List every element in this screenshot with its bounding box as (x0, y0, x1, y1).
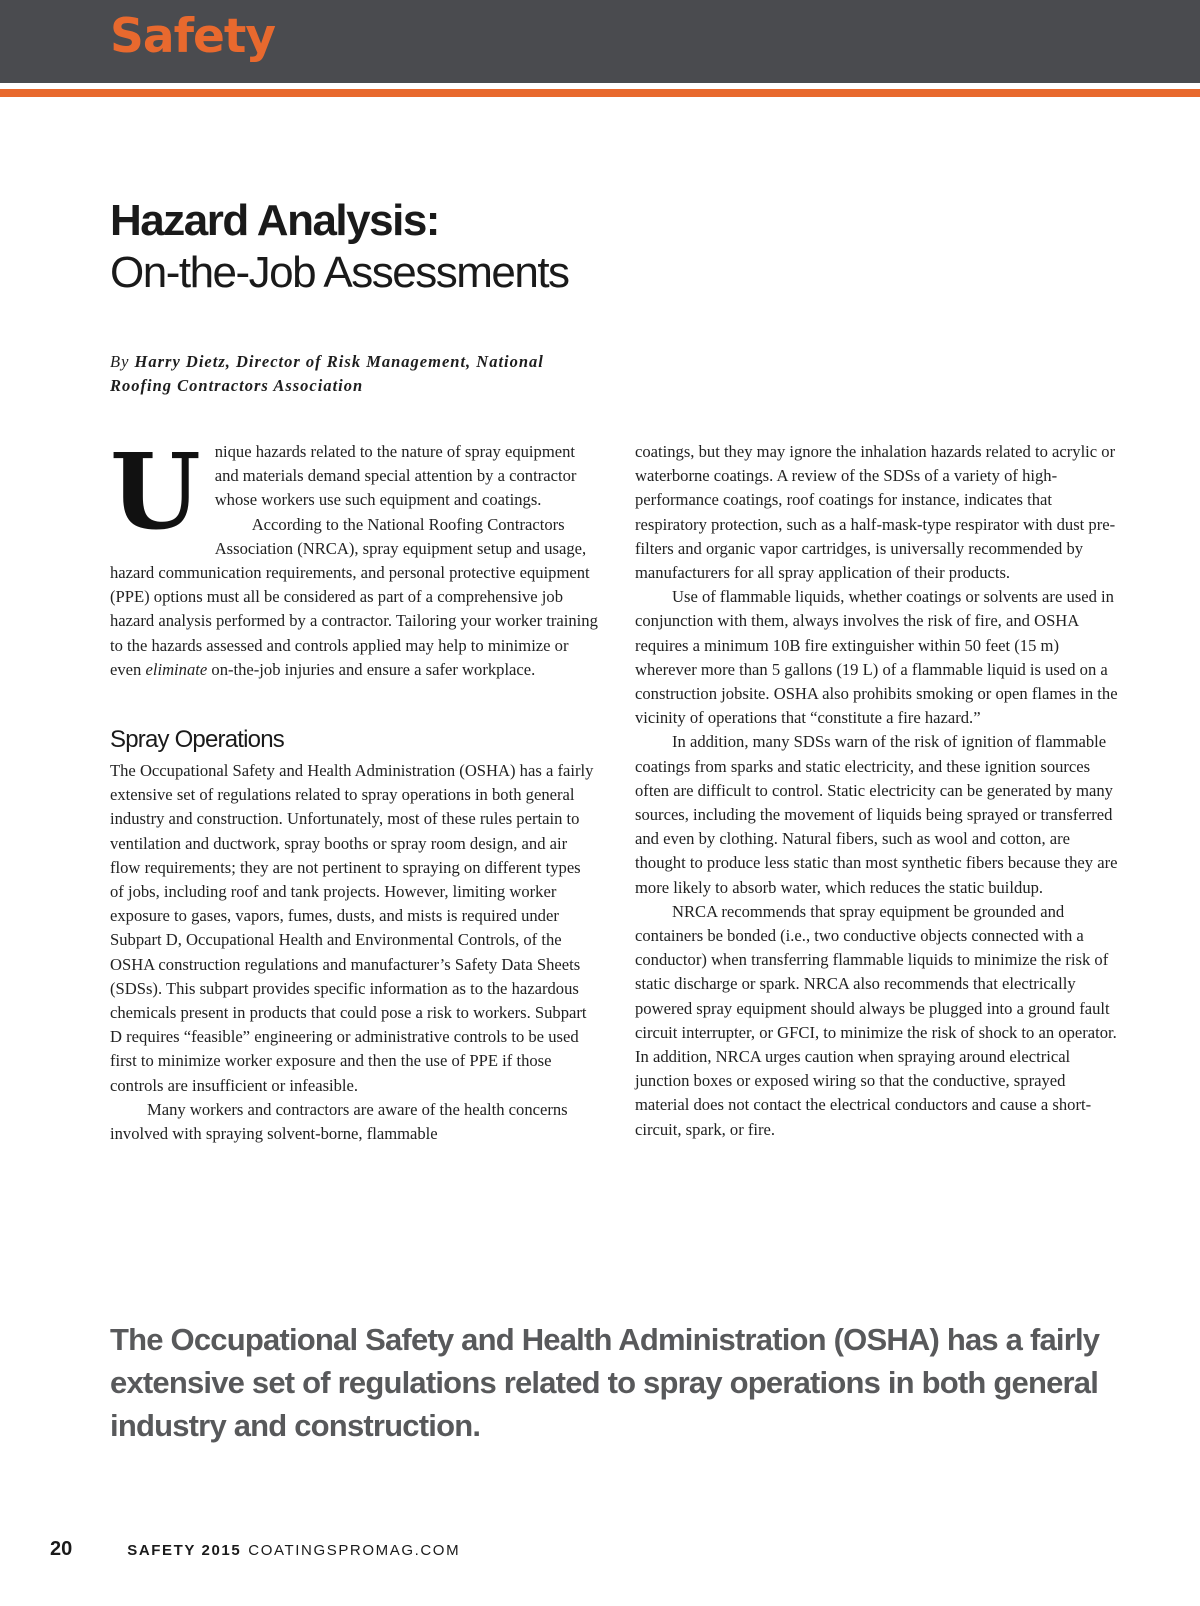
section-label: Safety (110, 9, 275, 64)
article-title: Hazard Analysis: (110, 196, 439, 245)
byline-author: Harry Dietz, Director of Risk Management, National Roofing Contractors Association (110, 352, 544, 395)
paragraph-text: on-the-job injuries and ensure a safer workplace. (211, 659, 536, 679)
left-column (110, 430, 598, 1146)
website-url: COATINGSPROMAG.COM (248, 1542, 461, 1559)
paragraph-health-concerns: Many workers and contractors are aware of the health concerns involved with spraying solvent-borne, flammable (110, 1099, 568, 1144)
emphasis-eliminate: eliminate (145, 659, 208, 679)
header-accent-rule (0, 89, 1200, 97)
page-footer (50, 1538, 460, 1561)
byline-prefix: By (110, 352, 130, 371)
paragraph-osha-regulations: The Occupational Safety and Health Administration (OSHA) has a fairly extensive set of regulations related to spray operations in both general industry and construction. Unfortunately, most of these rules pertain to ventilation and ductwork, spray booths or spray room design, and air flow requirements; they are not pertinent to spraying on different types of jobs, including roof and tank projects. However, limiting worker exposure to gases, vapors, fumes, dusts, and mists is required under Subpart D, Occupational Health and Environmental Controls, of the OSHA construction regulations and manufacturer’s Safety Data Sheets (SDSs). This subpart provides specific information as to the hazardous chemicals present in products that could pose a risk to workers. Subpart D requires “feasible” engineering or administrative controls to be used first to minimize worker exposure and then the use of PPE if those controls are insufficient or infeasible. (110, 761, 594, 1095)
intro-text: nique hazards related to the nature of spray equipment and materials demand special attention by a contractor whose workers use such equipment and coatings. (214, 442, 577, 510)
page-number: 20 (50, 1538, 73, 1560)
paragraph-grounding: NRCA recommends that spray equipment be grounded and containers be bonded (i.e., two conductive objects connected with a conductor) when transferring flammable liquids to minimize the risk of static discharge or spark. NRCA also recommends that electrically powered spray equipment should always be plugged into a ground fault circuit interrupter, or GFCI, to minimize the risk of shock to an operator. In addition, NRCA urges caution when spraying around electrical junction boxes or exposed wiring so that the conductive, sprayed material does not contact the electrical conductors and cause a short-circuit, spark, or fire. (635, 901, 1117, 1139)
paragraph-text: According to the National Roofing Contractors Association (NRCA), spray equipment setup and usage, hazard communication requirements, and personal protective equipment (PPE) options must all be considered as part of a comprehensive job hazard analysis performed by a contractor. Tailoring your worker training to the hazards assessed and controls applied may help to minimize or even (110, 514, 598, 679)
byline (110, 350, 610, 398)
drop-cap: U (110, 430, 201, 553)
header-band (0, 0, 1200, 83)
article-subtitle: On-the-Job Assessments (110, 248, 569, 297)
intro-paragraph (110, 430, 598, 553)
pull-quote: The Occupational Safety and Health Administration (OSHA) has a fairly extensive set of regulations related to spray operations in both general industry and construction. (110, 1322, 1100, 1443)
paragraph-flammable-liquids: Use of flammable liquids, whether coatings or solvents are used in conjunction with them, always involves the risk of fire, and OSHA requires a minimum 10B fire extinguisher within 50 feet (15 m) wherever more than 5 gallons (19 L) of a flammable liquid is used on a construction jobsite. OSHA also prohibits smoking or open flames in the vicinity of operations that “constitute a fire hazard.” (635, 587, 1118, 728)
subhead-spray-operations: Spray Operations (110, 726, 284, 754)
right-column (635, 440, 1123, 1142)
issue-label: SAFETY 2015 (127, 1542, 242, 1559)
paragraph-inhalation-hazards: coatings, but they may ignore the inhalation hazards related to acrylic or waterborne coatings. A review of the SDSs of a variety of high-performance coatings, roof coatings for instance, indicates that respiratory protection, such as a half-mask-type respirator with dust pre-filters and organic vapor cartridges, is universally recommended by manufacturers for all spray application of their products. (635, 442, 1116, 583)
paragraph-static-electricity: In addition, many SDSs warn of the risk of ignition of flammable coatings from sparks and static electricity, and these ignition sources often are difficult to control. Static electricity can be generated by many sources, including the movement of liquids being sprayed or transferred and even by clothing. Natural fibers, such as wool and cotton, are thought to produce less static than most synthetic fibers because they are more likely to absorb water, which reduces the static buildup. (635, 732, 1118, 897)
